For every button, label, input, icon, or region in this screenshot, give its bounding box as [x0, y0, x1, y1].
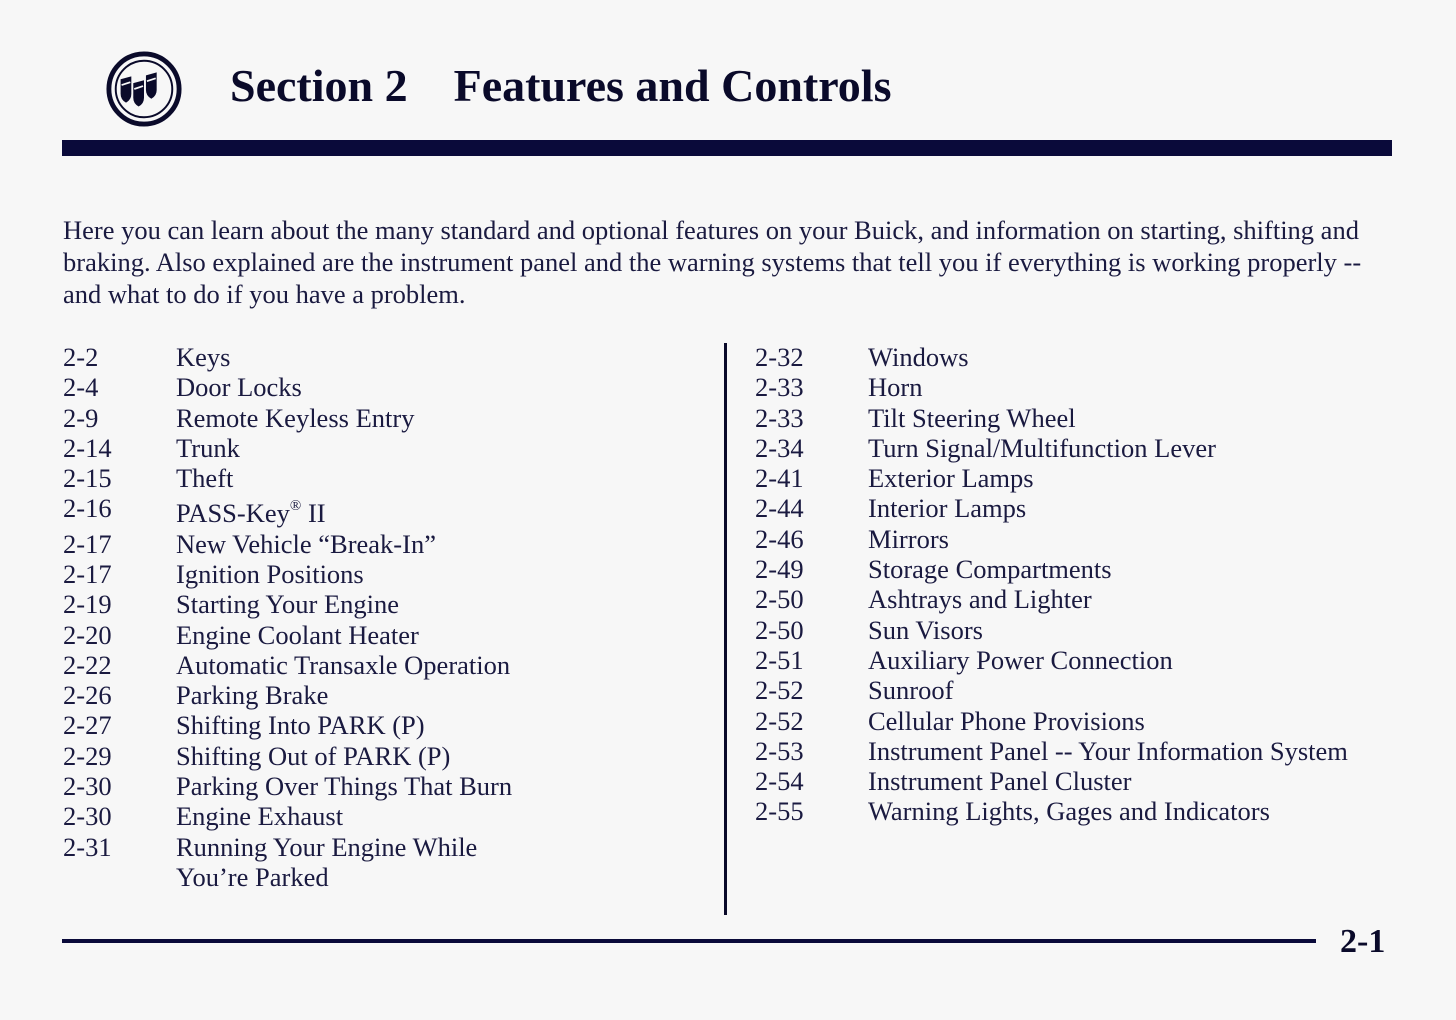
toc-entry-title: [868, 433, 1216, 463]
toc-entry-title-text: Shifting Out of PARK (P): [176, 740, 451, 771]
header-rule: [62, 140, 1392, 156]
section-title: Features and Controls: [453, 60, 892, 111]
toc-entry-title: [176, 741, 450, 771]
page-title: [230, 56, 892, 116]
toc-page-number: 2-53: [755, 735, 804, 766]
toc-entry: [755, 493, 1415, 523]
toc-page-number: 2-34: [755, 432, 804, 463]
toc-entry-title: [176, 832, 477, 893]
toc-page-number: 2-51: [755, 644, 804, 675]
toc-page-number: 2-54: [755, 766, 804, 797]
toc-entry-title: [176, 372, 302, 402]
toc-entry: [755, 584, 1415, 614]
toc-entry: [755, 463, 1415, 493]
toc-entry-title: [868, 766, 1132, 796]
toc-entry-title: [176, 529, 436, 559]
toc-entry-title-text: Ashtrays and Lighter: [868, 584, 1092, 615]
toc-entry: [63, 710, 703, 740]
toc-entry-title: [868, 645, 1173, 675]
column-divider: [724, 343, 727, 915]
toc-entry-title-text: Engine Coolant Heater: [176, 619, 419, 650]
toc-entry: [63, 403, 703, 433]
toc-entry-title: [176, 493, 326, 528]
toc-entry-title: [176, 680, 328, 710]
toc-entry-title-text: Starting Your Engine: [176, 589, 400, 620]
page-number: 2-1: [1340, 923, 1386, 960]
toc-page-number: 2-32: [755, 342, 804, 372]
toc-page-number: 2-33: [755, 402, 804, 433]
toc-entry-title-text: Trunk: [176, 432, 240, 463]
toc-entry: [755, 554, 1415, 584]
toc-entry-title: [868, 706, 1145, 736]
toc-page-number: 2-19: [63, 589, 112, 620]
toc-entry-title: [176, 589, 399, 619]
toc-page-number: 2-30: [63, 770, 112, 801]
toc-entry-title: [176, 342, 230, 372]
toc-entry: [755, 433, 1415, 463]
toc-entry-title: [176, 801, 343, 831]
toc-page-number: 2-41: [755, 463, 804, 494]
toc-entry-title-text: Remote Keyless Entry: [176, 402, 415, 433]
toc-page-number: 2-52: [755, 705, 804, 736]
toc-entry-title-text: Interior Lamps: [868, 493, 1027, 524]
toc-entry-title-text: Instrument Panel -- Your Information System: [868, 735, 1348, 766]
toc-page-number: 2-4: [63, 372, 99, 403]
toc-entry: [63, 529, 703, 559]
toc-entry: [755, 615, 1415, 645]
toc-entry: [63, 832, 703, 893]
toc-entry-title: [868, 403, 1076, 433]
toc-page-number: 2-20: [63, 619, 112, 650]
toc-entry: [755, 372, 1415, 402]
toc-entry-title-text: Storage Compartments: [868, 554, 1112, 585]
toc-entry-title-text: Warning Lights, Gages and Indicators: [868, 796, 1270, 827]
toc-left-column: [63, 342, 703, 892]
toc-entry-title-text: Automatic Transaxle Operation: [176, 649, 511, 680]
toc-page-number: 2-52: [755, 675, 804, 706]
toc-entry-title-text: Engine Exhaust: [176, 801, 344, 832]
toc-entry-title: [176, 433, 240, 463]
toc-entry-title: [176, 403, 414, 433]
toc-page-number: 2-30: [63, 801, 112, 832]
toc-entry: [63, 620, 703, 650]
toc-entry-title: [868, 342, 969, 372]
toc-entry-title-text: Cellular Phone Provisions: [868, 705, 1145, 736]
toc-entry: [63, 342, 703, 372]
toc-entry-title-text: Mirrors: [868, 523, 949, 554]
toc-entry-title: [176, 710, 425, 740]
toc-entry-title: [868, 615, 983, 645]
toc-entry: [755, 766, 1415, 796]
toc-entry: [63, 771, 703, 801]
toc-entry: [755, 342, 1415, 372]
toc-entry-title: [868, 524, 949, 554]
toc-entry: [755, 675, 1415, 705]
toc-page-number: 2-50: [755, 614, 804, 645]
toc-page-number: 2-44: [755, 493, 804, 524]
toc-entry-title: [868, 372, 922, 402]
toc-page-number: 2-9: [63, 402, 99, 433]
toc-entry-title-text: Parking Brake: [176, 680, 329, 711]
toc-entry: [63, 433, 703, 463]
toc-page-number: 2-33: [755, 372, 804, 403]
toc-entry: [63, 559, 703, 589]
toc-page-number: 2-17: [63, 558, 112, 589]
toc-entry: [63, 741, 703, 771]
toc-entry: [63, 372, 703, 402]
toc-entry-title-text: Running Your Engine While You’re Parked: [176, 831, 478, 892]
toc-entry-title-text: New Vehicle “Break-In”: [176, 528, 436, 559]
toc-entry: [63, 589, 703, 619]
toc-page-number: 2-55: [755, 796, 804, 827]
toc-entry-title: [868, 584, 1092, 614]
toc-entry: [755, 736, 1415, 766]
toc-entry: [755, 645, 1415, 675]
toc-page-number: 2-46: [755, 523, 804, 554]
toc-entry-title-suffix: II: [301, 498, 326, 529]
toc-entry: [63, 463, 703, 493]
toc-entry-title-text: Theft: [176, 463, 234, 494]
toc-entry-title: [176, 463, 233, 493]
toc-entry-title-text: Sun Visors: [868, 614, 983, 645]
toc-page-number: 2-2: [63, 342, 99, 372]
section-label: Section 2: [230, 60, 408, 111]
toc-entry-title-text: Keys: [176, 342, 231, 372]
toc-right-column: [755, 342, 1415, 827]
toc-entry: [755, 524, 1415, 554]
intro-paragraph: Here you can learn about the many standard and optional features on your Buick, and information on starting, shifting and braking. Also explained are the instrument panel and the warning systems that tell you if everything is working properly -- and what to do if you have a problem.: [63, 215, 1362, 309]
toc-entry: [63, 493, 703, 528]
toc-entry-title: [868, 796, 1270, 826]
toc-entry: [63, 680, 703, 710]
registered-mark: ®: [289, 498, 302, 515]
toc-page-number: 2-29: [63, 740, 112, 771]
toc-entry-title: [868, 463, 1034, 493]
toc-entry-title-text: Instrument Panel Cluster: [868, 766, 1132, 797]
toc-page-number: 2-17: [63, 528, 112, 559]
toc-page-number: 2-31: [63, 831, 112, 862]
toc-entry-title-text: Door Locks: [176, 372, 302, 403]
footer-rule: [62, 939, 1316, 943]
toc-entry-title: [176, 650, 510, 680]
toc-entry-title-text: Tilt Steering Wheel: [868, 402, 1076, 433]
toc-page-number: 2-22: [63, 649, 112, 680]
toc-page-number: 2-49: [755, 554, 804, 585]
toc-entry-title: [868, 736, 1348, 766]
toc-entry-title: [176, 771, 512, 801]
toc-entry: [63, 801, 703, 831]
toc-entry-title-text: Auxiliary Power Connection: [868, 644, 1173, 675]
toc-entry-title-text: Ignition Positions: [176, 558, 364, 589]
toc-entry: [755, 706, 1415, 736]
toc-entry-title-text: PASS-Key: [176, 498, 290, 529]
toc-page-number: 2-15: [63, 463, 112, 494]
toc-entry-title-text: Sunroof: [868, 675, 954, 706]
toc-page-number: 2-16: [63, 493, 112, 524]
toc-entry-title-text: Parking Over Things That Burn: [176, 770, 513, 801]
toc-entry: [755, 403, 1415, 433]
toc-entry-title: [868, 493, 1026, 523]
toc-entry: [755, 796, 1415, 826]
tri-shield-emblem-icon: [105, 50, 183, 128]
toc-entry-title-text: Windows: [868, 342, 969, 372]
toc-entry-title: [176, 620, 419, 650]
toc-entry: [63, 650, 703, 680]
toc-entry-title: [868, 675, 953, 705]
toc-page-number: 2-26: [63, 680, 112, 711]
toc-entry-title: [176, 559, 364, 589]
toc-entry-title-text: Horn: [868, 372, 923, 403]
toc-page-number: 2-50: [755, 584, 804, 615]
toc-entry-title-text: Exterior Lamps: [868, 463, 1034, 494]
toc-entry-title: [868, 554, 1112, 584]
toc-page-number: 2-27: [63, 710, 112, 741]
toc-page-number: 2-14: [63, 432, 112, 463]
toc-entry-title-text: Shifting Into PARK (P): [176, 710, 425, 741]
toc-entry-title-text: Turn Signal/Multifunction Lever: [868, 432, 1216, 463]
